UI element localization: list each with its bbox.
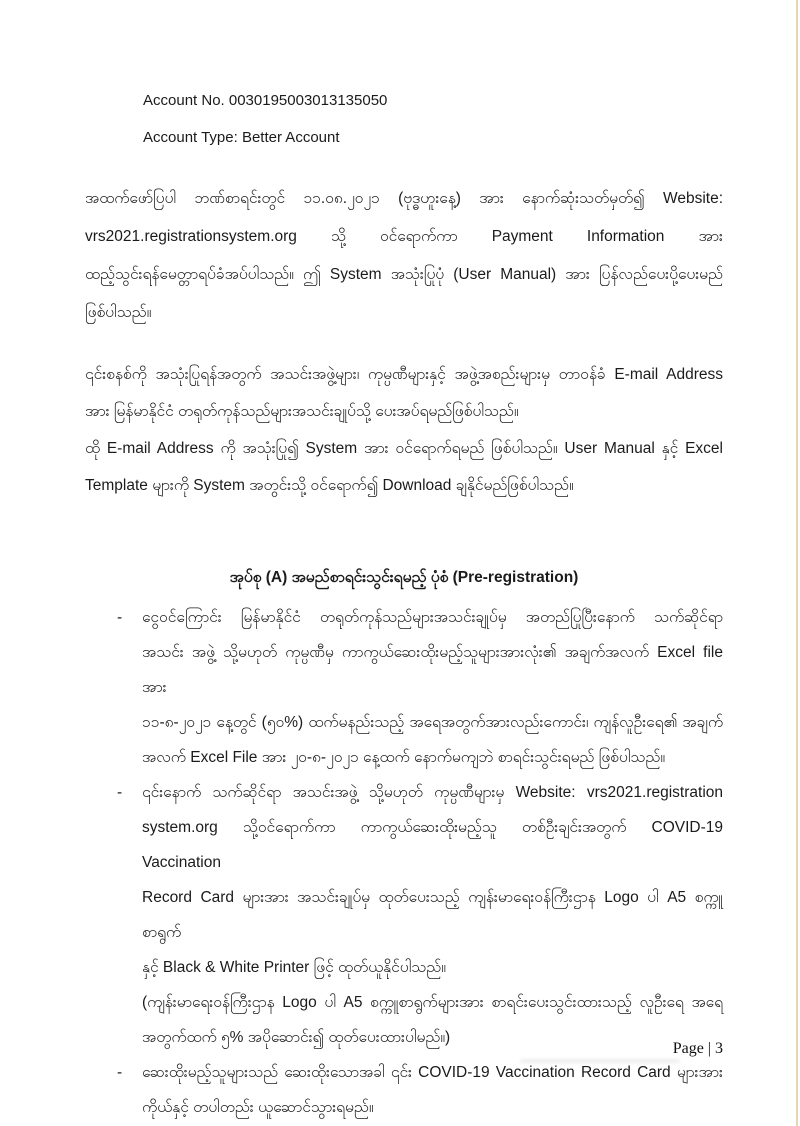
paragraph-email-system-access [85,356,723,504]
scan-artifact-smudge [520,1059,680,1063]
text-line: ၎င်းစနစ်ကို အသုံးပြုရန်အတွက် အသင်းအဖွဲ့များ၊ ကုမ္ပဏီများနှင့် အဖွဲ့အစည်းများမှ တာဝန်ခံ E-mail Address [85,366,723,383]
text-line: ထို E-mail Address ကို အသုံးပြု၍ System အား ဝင်ရောက်ရမည် ဖြစ်ပါသည်။ User Manual နှင့် Excel [85,440,723,457]
text-line: နှင့် Black & White Printer ဖြင့် ထုတ်ယူနိုင်ပါသည်။ [142,959,446,976]
account-number-line: Account No. 0030195003013135050 [143,92,388,109]
text-line: vrs2021.registrationsystem.org သို့ ဝင်ရောက်ကာ Payment Information အား [85,228,723,245]
text-line: အတွက်ထက် ၅% အပိုဆောင်း၍ ထုတ်ပေးထားပါမည်။) [142,1029,451,1046]
text-line: အား မြန်မာနိုင်ငံ တရုတ်ကုန်သည်များအသင်းချုပ်သို့ ပေးအပ်ရမည်ဖြစ်ပါသည်။ [85,403,519,420]
text-line: system.org သို့ဝင်ရောက်ကာ ကာကွယ်ဆေးထိုးမည့်သူ တစ်ဦးချင်းအတွက် COVID-19 Vaccination [142,819,723,871]
paragraph-payment-deadline [85,180,723,332]
bullet-dash-marker: - [117,609,123,626]
page-number: Page | 3 [672,1040,723,1057]
bullet-excel-deadline [85,600,723,775]
text-line: ထည့်သွင်းရန်မေတ္တာရပ်ခံအပ်ပါသည်။ ဤ System အသုံးပြုပုံ (User Manual) အား ပြန်လည်ပေးပို့ပေးမည် [85,266,723,283]
account-info-block [143,92,387,147]
bullet-bring-card [85,1055,723,1125]
text-line: Template များကို System အတွင်းသို့ ဝင်ရောက်၍ Download ချနိုင်မည်ဖြစ်ပါသည်။ [85,477,574,494]
bullet-text [142,775,723,985]
text-line: (ကျန်းမာရေးဝန်ကြီးဌာန Logo ပါ A5 စက္ကူစာရွက်များအား စာရင်းပေးသွင်းထားသည့် လူဦးရေ အရေ [142,994,723,1011]
text-line: အသင်း အဖွဲ့ သို့မဟုတ် ကုမ္ပဏီမှ ကာကွယ်ဆေးထိုးမည့်သူများအားလုံး၏ အချက်အလက် Excel file အား [142,644,723,696]
text-line: အထက်ဖော်ပြပါ ဘဏ်စာရင်းတွင် ၁၁.၀၈.၂၀၂၁ (ဗုဒ္ဓဟူးနေ့) အား နောက်ဆုံးသတ်မှတ်၍ Website: [85,190,723,207]
text-line: ၎င်းနောက် သက်ဆိုင်ရာ အသင်းအဖွဲ့ သို့မဟုတ် ကုမ္ပဏီများမှ Website: vrs2021.registration [142,784,723,801]
section-heading-pre-registration: အုပ်စု (A) အမည်စာရင်းသွင်းရမည့် ပုံစံ (Pre-registration) [229,569,579,586]
text-line: ဖြစ်ပါသည်။ [85,304,152,321]
bullet-text [142,1055,723,1125]
scan-edge-line [796,0,798,1126]
text-line: အလက် Excel File အား ၂၀-၈-၂၀၂၁ နေ့ထက် နောက်မကျဘဲ စာရင်းသွင်းရမည် ဖြစ်ပါသည်။ [142,749,666,766]
bullet-text [142,600,723,775]
text-line: ၁၁-၈-၂၀၂၁ နေ့တွင် (၅၀%) ထက်မနည်းသည့် အရေအတွက်အားလည်းကောင်း၊ ကျန်လူဦးရေ၏ အချက် [142,714,723,731]
bullet-record-card-printing [85,775,723,985]
text-line: ကိုယ်နှင့် တပါတည်း ယူဆောင်သွားရမည်။ [142,1099,374,1116]
bullet-dash-marker: - [117,1064,123,1081]
bullet-dash-marker: - [117,784,123,801]
text-line: ငွေဝင်ကြောင်း မြန်မာနိုင်ငံ တရုတ်ကုန်သည်များအသင်းချုပ်မှ အတည်ပြုပြီးနောက် သက်ဆိုင်ရာ [142,609,723,626]
text-line: Record Card များအား အသင်းချုပ်မှ ထုတ်ပေးသည့် ကျန်းမာရေးဝန်ကြီးဌာန Logo ပါ A5 စက္ကူစာရွက် [142,889,723,941]
account-type-line: Account Type: Better Account [143,129,340,146]
text-line: ဆေးထိုးမည့်သူများသည် ဆေးထိုးသောအခါ ၎င်း COVID-19 Vaccination Record Card များအား [142,1064,723,1081]
